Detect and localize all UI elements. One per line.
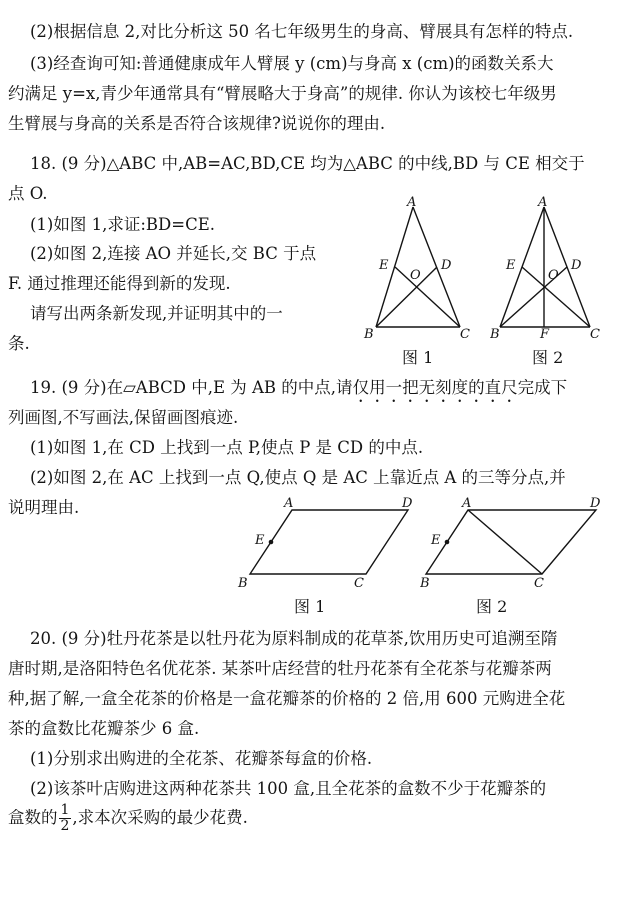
q18-line-3: (1)如图 1,求证:BD=CE. (30, 215, 216, 234)
q18-line-4: (2)如图 2,连接 AO 并延长,交 BC 于点 (30, 244, 317, 263)
q19-line-5: 说明理由. (8, 498, 80, 517)
label-d: D (590, 496, 601, 511)
q20-line-6: (2)该茶叶店购进这两种花茶共 100 盒,且全花茶的盒数不少于花瓣茶的 (30, 779, 547, 798)
parallelogram-abcd (426, 510, 596, 574)
q18-figure-2-caption: 图 2 (532, 348, 564, 367)
q20-line-4: 茶的盒数比花瓣茶少 6 盒. (8, 719, 200, 738)
label-c: C (590, 327, 600, 342)
q20-line-7-start: 盒数的 (8, 808, 58, 827)
q19-line-1 (30, 374, 567, 406)
q18-figure-2 (490, 195, 610, 345)
q18-figure-1-caption: 图 1 (402, 348, 434, 367)
label-o: O (548, 268, 559, 283)
label-c: C (354, 576, 364, 591)
q17-line-4: 生臂展与身高的关系是否符合该规律?说说你的理由. (8, 114, 386, 133)
q18-line-2: 点 O. (8, 184, 48, 203)
label-c: C (534, 576, 544, 591)
label-e: E (506, 258, 516, 273)
q19-emphasis-text: 仅用一把无刻度的直尺 (352, 378, 518, 397)
label-a: A (538, 195, 548, 210)
label-a: A (462, 496, 472, 511)
label-o: O (410, 268, 421, 283)
label-e: E (255, 533, 265, 548)
parallelogram-abcd (250, 510, 408, 574)
point-e (445, 540, 450, 545)
q18-figure-1 (360, 195, 480, 345)
q19-line-2: 列画图,不写画法,保留画图痕迹. (8, 408, 239, 427)
label-d: D (441, 258, 452, 273)
label-f: F (540, 327, 550, 342)
q18-line-7: 条. (8, 334, 30, 353)
q18-line-5: F. 通过推理还能得到新的发现. (8, 274, 231, 293)
q19-line-4: (2)如图 2,在 AC 上找到一点 Q,使点 Q 是 AC 上靠近点 A 的三等分点,并 (30, 468, 566, 487)
q17-line-3: 约满足 y=x,青少年通常具有“臂展略大于身高”的规律. 你认为该校七年级男 (8, 84, 557, 103)
q19-figure-2 (420, 492, 610, 592)
label-b: B (420, 576, 430, 591)
q20-line-3: 种,据了解,一盒全花茶的价格是一盒花瓣茶的价格的 2 倍,用 600 元购进全花 (8, 689, 566, 708)
label-b: B (490, 327, 500, 342)
q19-line-1-start: 19. (9 分)在▱ABCD 中,E 为 AB 的中点,请 (30, 378, 353, 397)
q18-line-6: 请写出两条新发现,并证明其中的一 (30, 304, 283, 323)
q20-line-7-end: ,求本次采购的最少花费. (72, 808, 248, 827)
label-e: E (431, 533, 441, 548)
q17-line-1: (2)根据信息 2,对比分析这 50 名七年级男生的身高、臂展具有怎样的特点. (30, 22, 574, 41)
label-a: A (407, 195, 417, 210)
label-a: A (284, 496, 294, 511)
fraction-denominator: 2 (60, 818, 70, 834)
q19-figure-1 (230, 492, 420, 592)
q19-figure-2-caption: 图 2 (476, 597, 508, 616)
label-b: B (364, 327, 374, 342)
label-c: C (460, 327, 470, 342)
label-d: D (571, 258, 582, 273)
q17-line-2: (3)经查询可知:普通健康成年人臂展 y (cm)与身高 x (cm)的函数关系大 (30, 54, 554, 73)
q19-line-1-end: 完成下 (517, 378, 568, 397)
label-e: E (379, 258, 389, 273)
q18-line-1: 18. (9 分)△ABC 中,AB=AC,BD,CE 均为△ABC 的中线,BD 与 CE 相交于 (30, 154, 585, 173)
q20-line-5: (1)分别求出购进的全花茶、花瓣茶每盒的价格. (30, 749, 373, 768)
point-e (269, 540, 274, 545)
q20-line-7 (8, 803, 248, 834)
q19-figure-1-caption: 图 1 (294, 597, 326, 616)
label-d: D (402, 496, 413, 511)
q20-line-1: 20. (9 分)牡丹花茶是以牡丹花为原料制成的花草茶,饮用历史可追溯至隋 (30, 629, 558, 648)
q20-line-2: 唐时期,是洛阳特色名优花茶. 某茶叶店经营的牡丹花茶有全花茶与花瓣茶两 (8, 659, 552, 678)
label-b: B (238, 576, 248, 591)
fraction-one-half (59, 803, 72, 834)
diagonal-ac (468, 510, 542, 574)
q19-line-3: (1)如图 1,在 CD 上找到一点 P,使点 P 是 CD 的中点. (30, 438, 424, 457)
fraction-numerator: 1 (60, 802, 70, 818)
